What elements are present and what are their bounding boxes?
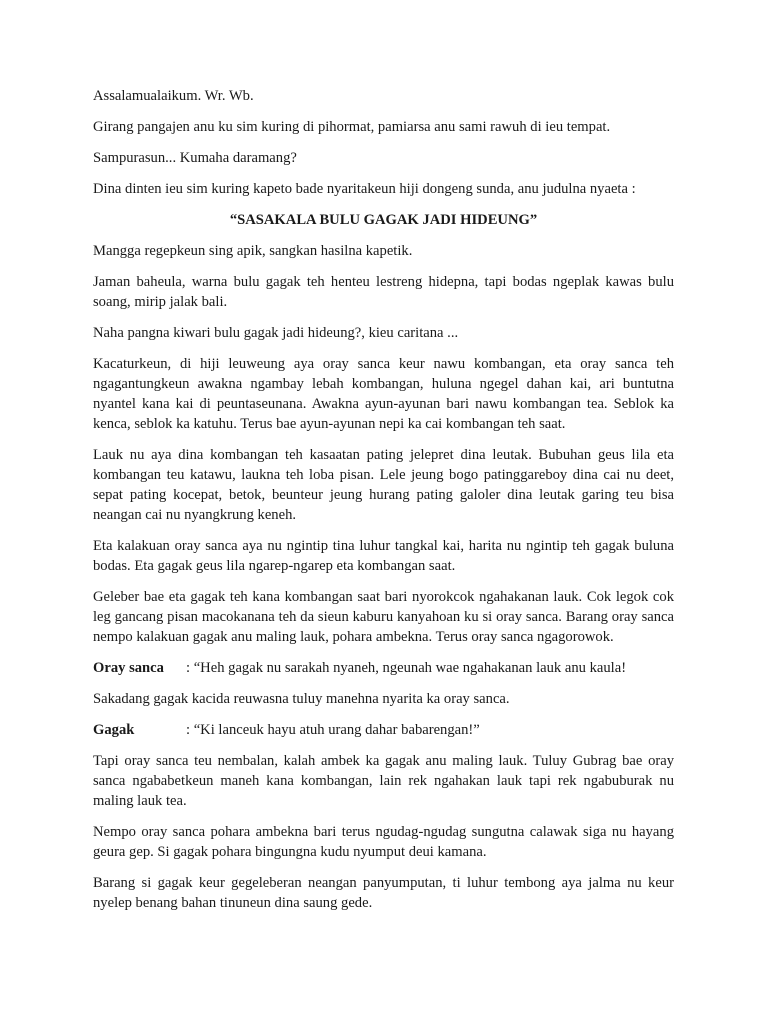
- story-paragraph: Barang si gagak keur gegeleberan neangan panyumputan, ti luhur tembong aya jalma nu keur nyelep benang bahan tinuneun dina saung gede.: [93, 875, 674, 911]
- story-paragraph: Geleber bae eta gagak teh kana kombangan saat bari nyorokcok ngahakanan lauk. Cok legok cok leg gancang pisan macokanana teh da sieun kaburu kanyahoan ku si oray sanca. Barang oray sanca nempo kalakuan gagak anu maling lauk, pohara ambekna. Terus oray sanca ngagorowok.: [93, 589, 674, 645]
- dialog-text: : “Heh gagak nu sarakah nyaneh, ngeunah wae ngahakanan lauk anu kaula!: [186, 660, 627, 676]
- dialog-line: [93, 658, 674, 678]
- story-paragraph: Lauk nu aya dina kombangan teh kasaatan pating jelepret dina leutak. Bubuhan geus lila eta kombangan teu katawu, laukna teh loba pisan. Lele jeung bogo patinggareboy dina cai nu deet, sepat pating kocepat, betok, beunteur jeung hurang pating galoler dina leutak garing teu bisa neangan cai nu nyangkrung keneh.: [93, 447, 674, 523]
- dialog-speaker: Gagak: [93, 722, 135, 738]
- dialog-text: : “Ki lanceuk hayu atuh urang dahar babarengan!”: [186, 722, 480, 738]
- story-paragraph: Eta kalakuan oray sanca aya nu ngintip tina luhur tangkal kai, harita nu ngintip teh gagak buluna bodas. Eta gagak geus lila ngarep-ngarep eta kombangan saat.: [93, 538, 674, 574]
- story-paragraph: Tapi oray sanca teu nembalan, kalah ambek ka gagak anu maling lauk. Tuluy Gubrag bae oray sanca ngababetkeun maneh kana kombangan, lain rek ngahakan lauk tapi rek ngabuburak nu maling lauk tea.: [93, 753, 674, 809]
- document-page: [93, 86, 674, 924]
- dialog-speaker: Oray sanca: [93, 660, 164, 676]
- audience-greeting-paragraph: Girang pangajen anu ku sim kuring di pihormat, pamiarsa anu sami rawuh di ieu tempat.: [93, 119, 611, 135]
- story-paragraph: Naha pangna kiwari bulu gagak jadi hideung?, kieu caritana ...: [93, 325, 459, 341]
- story-paragraph: Nempo oray sanca pohara ambekna bari terus ngudag-ngudag sungutna calawak siga nu hayang geura gep. Si gagak pohara bingungna kudu nyumput deui kamana.: [93, 824, 674, 860]
- dialog-line: [93, 720, 674, 740]
- story-title: “SASAKALA BULU GAGAK JADI HIDEUNG”: [229, 212, 538, 228]
- invitation-paragraph: Mangga regepkeun sing apik, sangkan hasilna kapetik.: [93, 243, 413, 259]
- greeting-paragraph: Assalamualaikum. Wr. Wb.: [93, 88, 254, 104]
- story-paragraph: Sakadang gagak kacida reuwasna tuluy manehna nyarita ka oray sanca.: [93, 691, 510, 707]
- story-paragraph: Kacaturkeun, di hiji leuweung aya oray sanca keur nawu kombangan, eta oray sanca teh ngagantungkeun awakna ngambay lebah kombangan, huluna ngegel dahan kai, ari buntutna nyantel kana kai di peuntaseunana. Awakna ayun-ayunan bari nawu kombangan tea. Seblok ka kenca, seblok ka katuhu. Terus bae ayun-ayunan nepi ka cai kombangan teh saat.: [93, 356, 674, 432]
- story-paragraph: Jaman baheula, warna bulu gagak teh henteu lestreng hidepna, tapi bodas ngeplak kawas bulu soang, mirip jalak bali.: [93, 274, 674, 310]
- salutation-paragraph: Sampurasun... Kumaha daramang?: [93, 150, 297, 166]
- intro-paragraph: Dina dinten ieu sim kuring kapeto bade nyaritakeun hiji dongeng sunda, anu judulna nyaeta :: [93, 181, 636, 197]
